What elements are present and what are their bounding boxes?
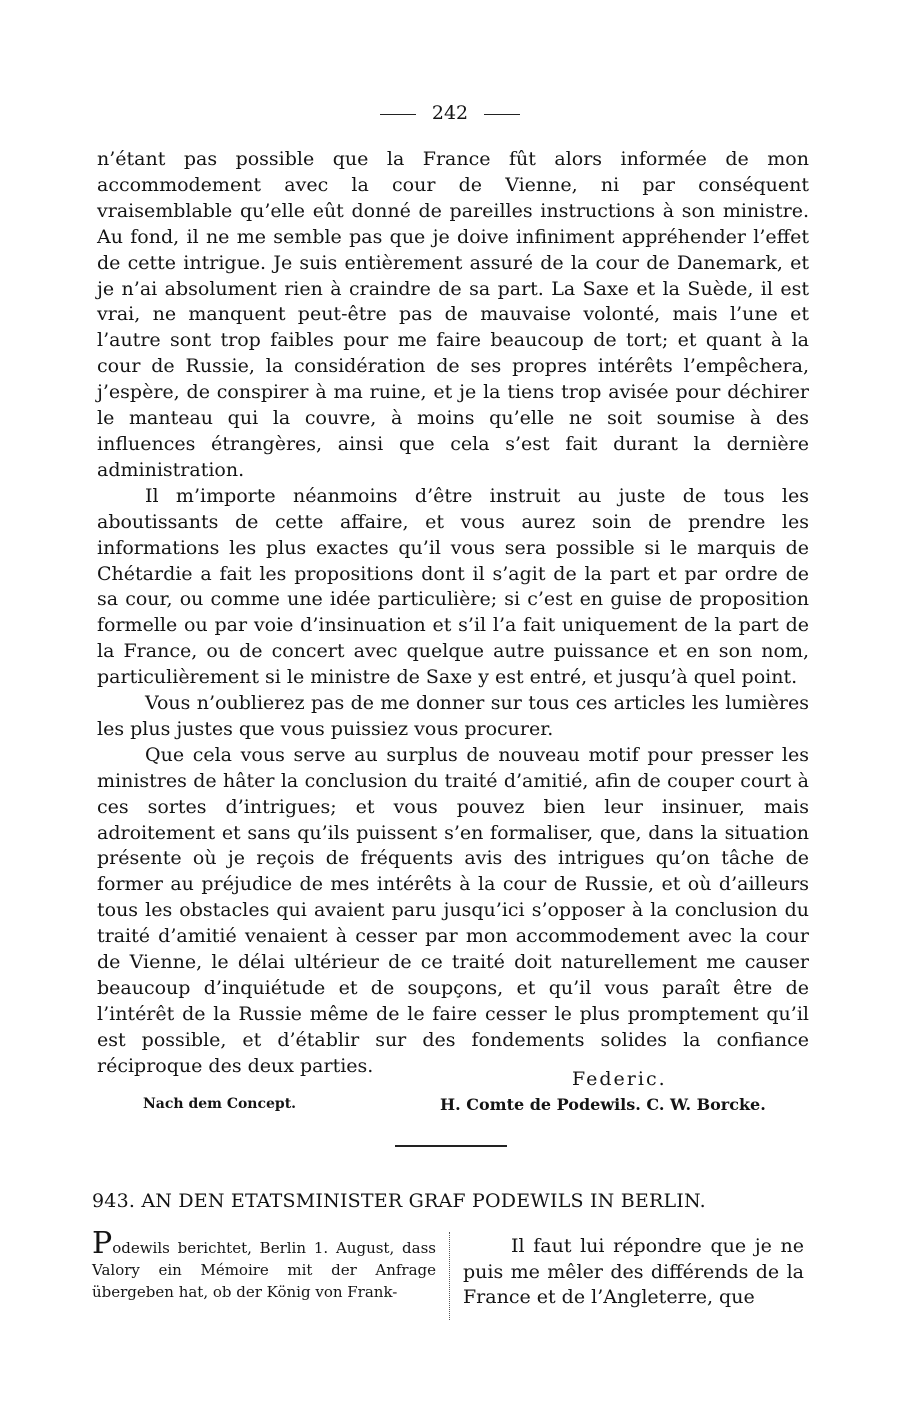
source-note: Nach dem Concept.	[143, 1096, 297, 1112]
signature: Federic.	[572, 1068, 667, 1090]
reply-column: Il faut lui répondre que je ne puis me mêler des différends de la France et de l’Angleterre, que	[463, 1235, 804, 1308]
summary-text: odewils berichtet, Berlin 1. August, dass Valory ein Mémoire mit der Anfrage übergeben hat, ob der König von Frank-	[92, 1239, 436, 1301]
summary-column	[92, 1226, 436, 1303]
header-rule-left	[380, 114, 416, 115]
letter-body	[97, 147, 809, 1080]
page-number: 242	[431, 102, 469, 124]
letter-paragraph: Vous n’oublierez pas de me donner sur tous ces articles les lumières les plus justes que vous puissiez vous procurer.	[97, 692, 809, 740]
letter-paragraph: n’étant pas possible que la France fût alors informée de mon accommodement avec la cour de Vienne, ni par conséquent vraisemblable qu’elle eût donné de pareilles instructions à son ministre. Au fond, il ne me semble pas que je doive infiniment appréhender l’effet de cette intrigue. Je suis entièrement assuré de la cour de Danemark, et je n’ai absolument rien à craindre de sa part. La Saxe et la Suède, il est vrai, ne manquent peut-être pas de mauvaise volonté, mais l’une et l’autre sont trop faibles pour me faire beaucoup de tort; et quant à la cour de Russie, la considération de ses propres intérêts l’empêchera, j’espère, de conspirer à ma ruine, et je la tiens trop avisée pour déchirer le manteau qui la couvre, à moins qu’elle ne soit soumise à des influences étrangères, ainsi que cela s’est fait durant la dernière administration.	[97, 148, 809, 481]
column-divider	[449, 1232, 450, 1320]
summary-initial: P	[92, 1226, 113, 1261]
section-heading: 943. AN DEN ETATSMINISTER GRAF PODEWILS IN BERLIN.	[92, 1190, 706, 1212]
page-number-header	[0, 102, 900, 124]
header-rule-right	[484, 114, 520, 115]
letter-paragraph: Il m’importe néanmoins d’être instruit au juste de tous les aboutissants de cette affaire, et vous aurez soin de prendre les informations les plus exactes qu’il vous sera possible si le marquis de Chétardie a fait les propositions dont il s’agit de la part et par ordre de sa cour, ou comme une idée particulière; si c’est en guise de proposition formelle ou par voie d’insinuation et s’il l’a fait uniquement de la part de la France, ou de concert avec quelque autre puissance et en son nom, particulièrement si le ministre de Saxe y est entré, et jusqu’à quel point.	[97, 484, 809, 689]
section-divider	[395, 1145, 507, 1147]
letter-paragraph: Que cela vous serve au surplus de nouveau motif pour presser les ministres de hâter la conclusion du traité d’amitié, afin de couper court à ces sortes d’intrigues; et vous pouvez bien leur insinuer, mais adroitement et sans qu’ils puissent s’en formaliser, que, dans la situation présente où je reçois de fréquents avis des intrigues qu’on tâche de former au préjudice de mes intérêts à la cour de Russie, et où d’ailleurs tous les obstacles qui avaient paru jusqu’ici s’opposer à la conclusion du traité d’amitié venaient à cesser par mon accommodement avec la cour de Vienne, le délai ultérieur de ce traité doit naturellement me causer beaucoup d’inquiétude et de soupçons, et qu’il vous paraît être de l’intérêt de la Russie même de le faire cesser le plus promptement qu’il est possible, et d’établir sur des fondements solides la confiance réciproque des deux parties.	[97, 743, 809, 1077]
countersignatures: H. Comte de Podewils. C. W. Borcke.	[440, 1095, 766, 1114]
